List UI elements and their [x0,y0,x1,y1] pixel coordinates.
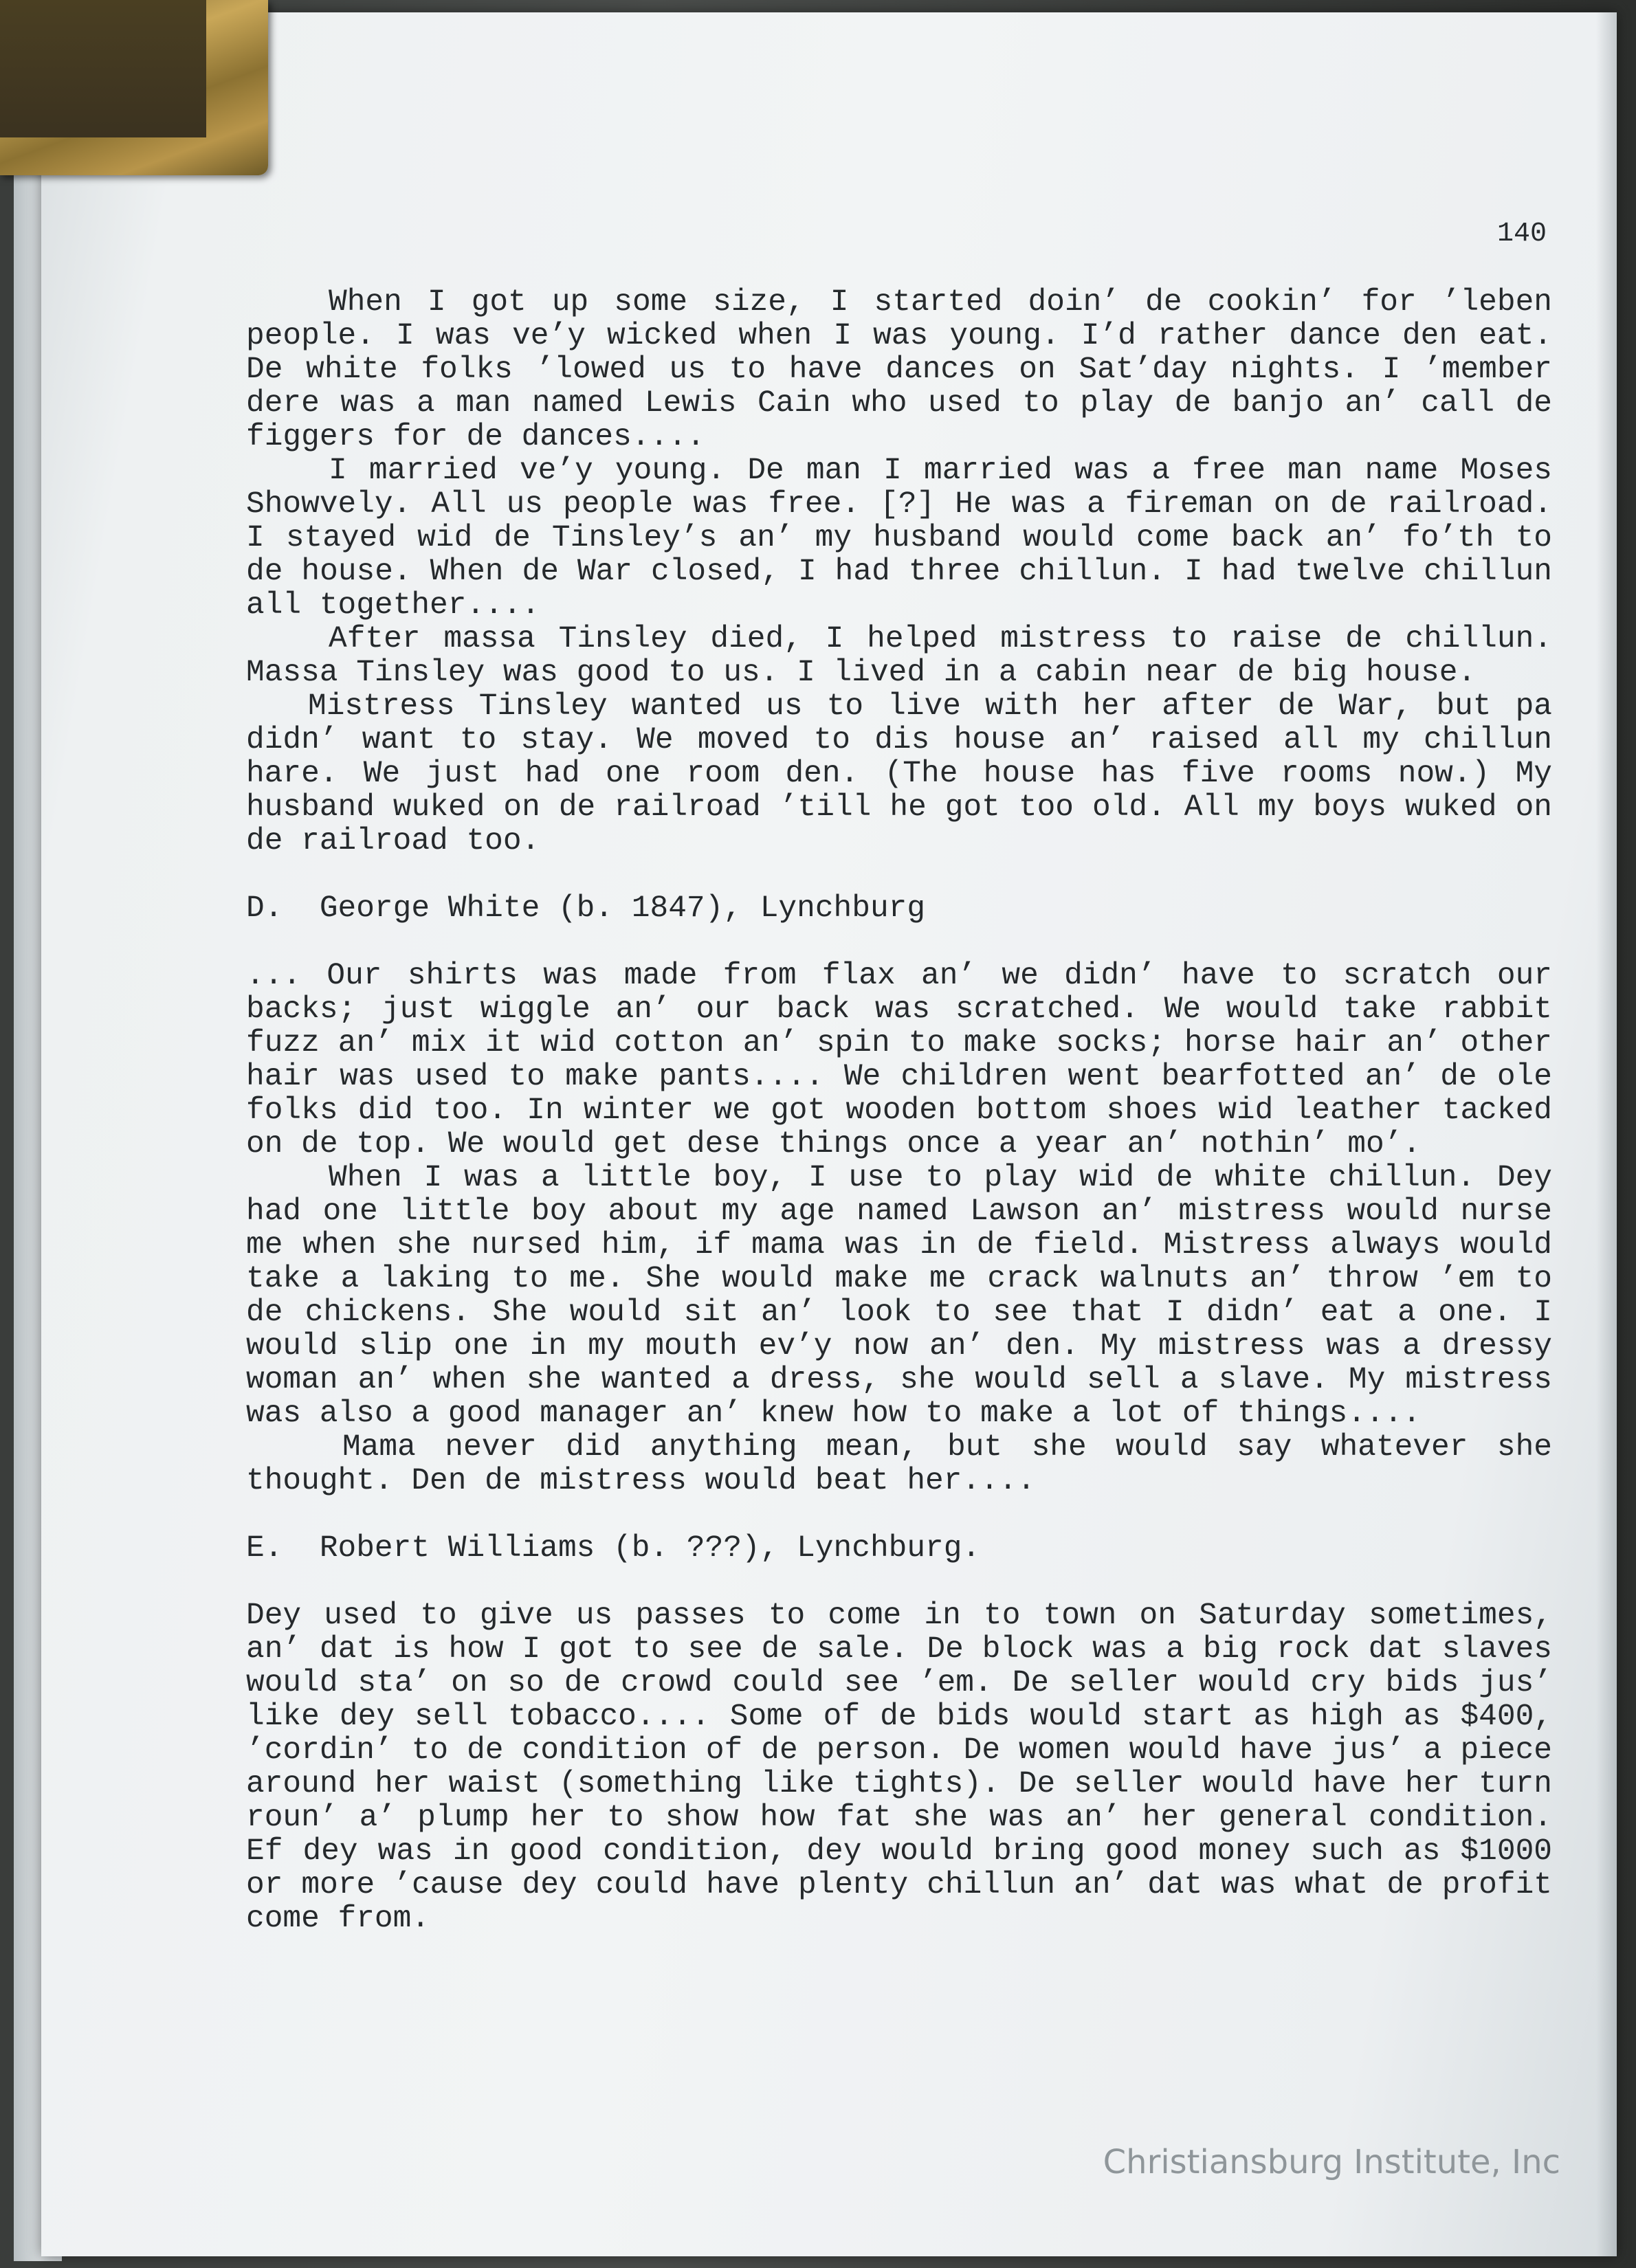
document-body [246,286,1552,1936]
binder-clip [0,0,268,175]
paragraph-mama: Mama never did anything mean, but she would say whatever she thought. Den de mistress would beat her.... [246,1430,1552,1498]
paragraph-shirts: ... Our shirts was made from flax an’ we didn’ have to scratch our backs; just wiggle an’ our back was scratched. We would take rabbit fuzz an’ mix it wid cotton an’ spin to make socks; horse hair an’ other hair was used to make pants.... We children went bearfotted an’ de ole folks did too. In winter we got wooden bottom shoes wid leather tacked on de top. We would get dese things once a year an’ nothin’ mo’. [246,959,1552,1161]
watermark-text: Christiansburg Institute, Inc [1103,2143,1560,2181]
paragraph-after-war: Mistress Tinsley wanted us to live with her after de War, but pa didn’ want to stay. We moved to dis house an’ raised all my chillun hare. We just had one room den. (The house has five rooms now.) My husband wuked on de railroad ’till he got too old. All my boys wuked on de railroad too. [246,689,1552,858]
paragraph-passes: Dey used to give us passes to come in to town on Saturday sometimes, an’ dat is how I got to see de sale. De block was a big rock dat slaves would sta’ on so de crowd could see ’em. De seller would cry bids jus’ like dey sell tobacco.... Some of de bids would start as high as $400, ’cordin’ to de condition of de person. De women would have jus’ a piece around her waist (something like tights). De seller would have her turn roun’ a’ plump her to show how fat she was an’ her general condition. Ef dey was in good condition, dey would bring good money such as $1000 or more ’cause dey could have plenty chillun an’ dat was what de profit come from. [246,1599,1552,1936]
paragraph-married: I married ve’y young. De man I married was a free man name Moses Showvely. All us people was free. [?] He was a fireman on de railroad. I stayed wid de Tinsley’s an’ my husband would come back an’ fo’th to de house. When de War closed, I had three chillun. I had twelve chillun all together.... [246,454,1552,623]
section-heading-george-white: D. George White (b. 1847), Lynchburg [246,891,926,926]
paragraph-after-tinsley: After massa Tinsley died, I helped mistress to raise de chillun. Massa Tinsley was good to us. I lived in a cabin near de big house. [246,622,1552,690]
section-heading-robert-williams: E. Robert Williams (b. ???), Lynchburg. [246,1531,981,1566]
paragraph-cooking: When I got up some size, I started doin’ de cookin’ for ’leben people. I was ve’y wicked when I was young. I’d rather dance den eat. De white folks ’lowed us to have dances on Sat’day nights. I ’member dere was a man named Lewis Cain who used to play de banjo an’ call de figgers for de dances.... [246,285,1552,454]
paragraph-little-boy: When I was a little boy, I use to play wid de white chillun. Dey had one little boy about my age named Lawson an’ mistress would nurse me when she nursed him, if mama was in de field. Mistress always would take a laking to me. She would make me crack walnuts an’ throw ’em to de chickens. She would sit an’ look to see that I didn’ eat a one. I would slip one in my mouth ev’y now an’ den. My mistress was a dressy woman an’ when she wanted a dress, she would sell a slave. My mistress was also a good manager an’ knew how to make a lot of things.... [246,1161,1552,1431]
page-number: 140 [1497,219,1547,249]
